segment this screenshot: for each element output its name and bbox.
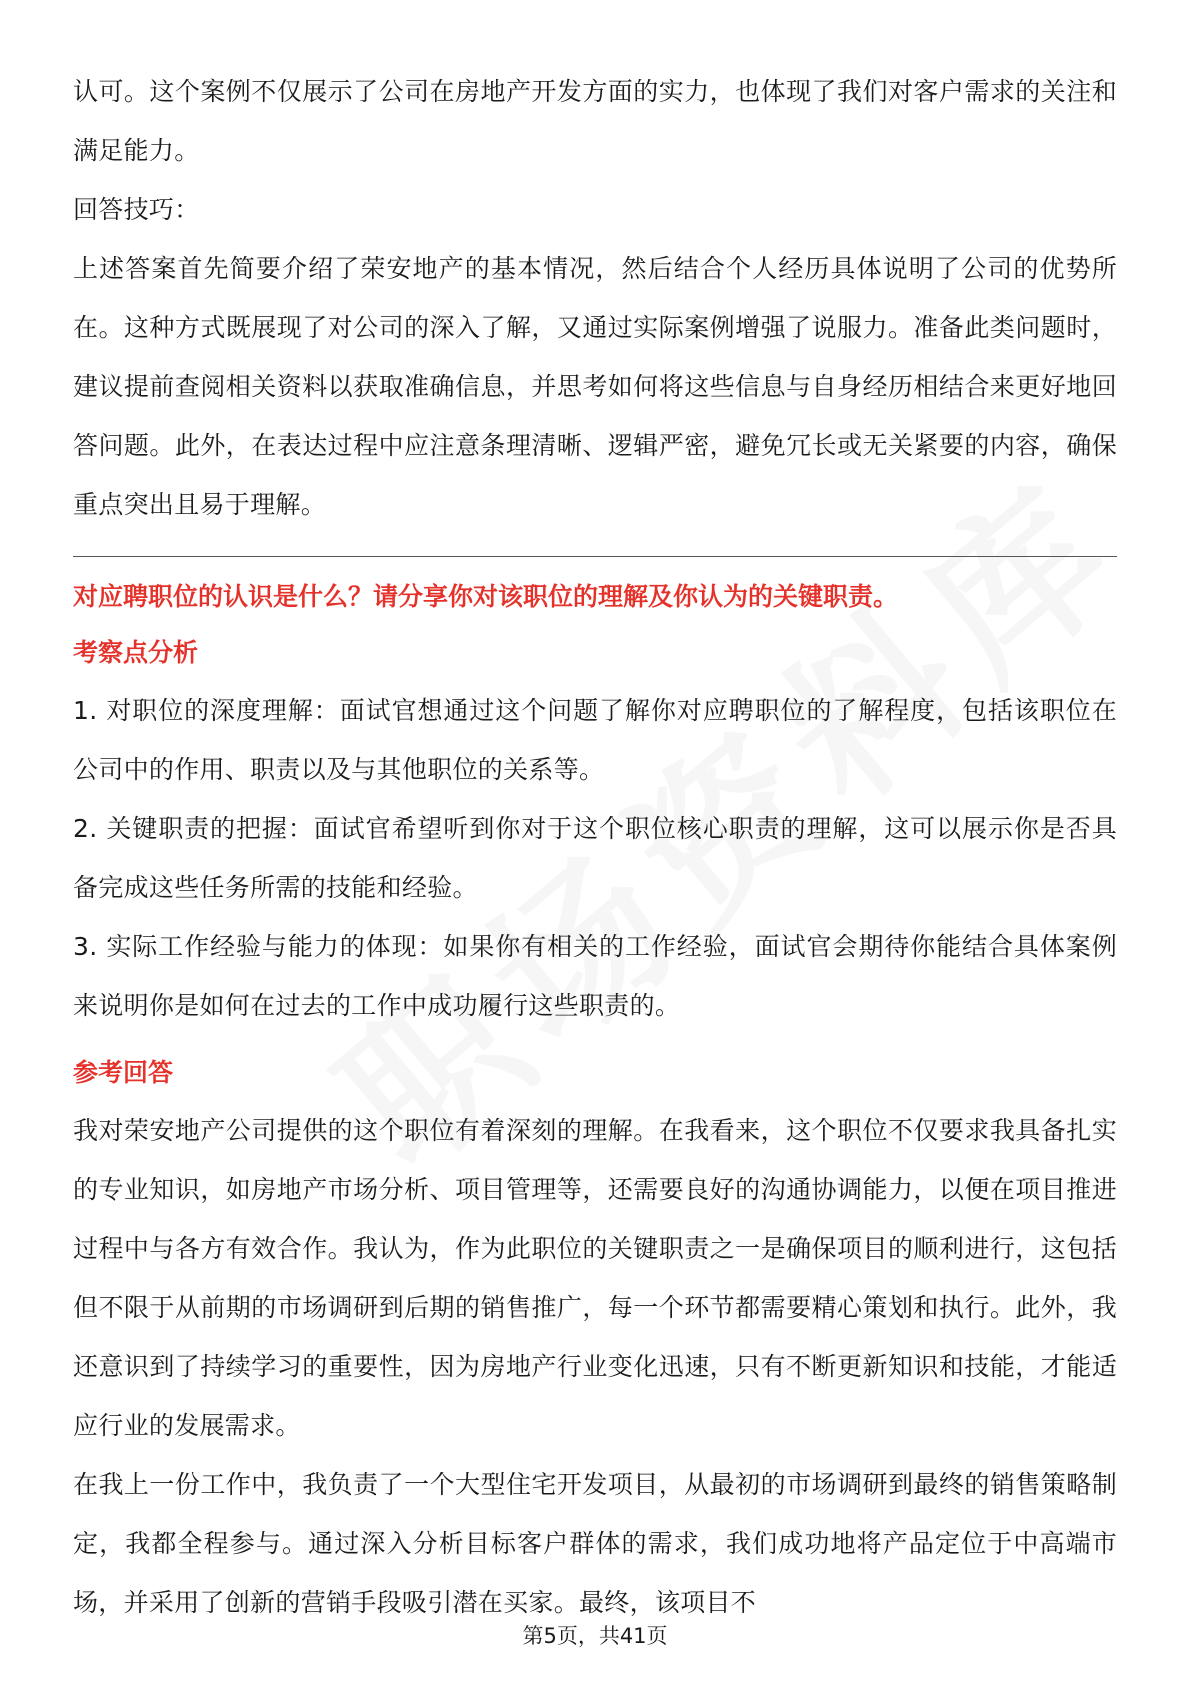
analysis-item: 3. 实际工作经验与能力的体现：如果你有相关的工作经验，面试官会期待你能结合具体案例来说明你是如何在过去的工作中成功履行这些职责的。 <box>73 932 1117 1020</box>
reference-paragraph: 我对荣安地产公司提供的这个职位有着深刻的理解。在我看来，这个职位不仅要求我具备扎实的专业知识，如房地产市场分析、项目管理等，还需要良好的沟通协调能力，以便在项目推进过程中与各方有效合作。我认为，作为此职位的关键职责之一是确保项目的顺利进行，这包括但不限于从前期的市场调研到后期的销售推广，每一个环节都需要精心策划和执行。此外，我还意识到了持续学习的重要性，因为房地产行业变化迅速，只有不断更新知识和技能，才能适应行业的发展需求。 <box>73 1116 1117 1440</box>
analysis-item: 1. 对职位的深度理解：面试官想通过这个问题了解你对应聘职位的了解程度，包括该职位在公司中的作用、职责以及与其他职位的关系等。 <box>73 696 1117 784</box>
reference-paragraph: 在我上一份工作中，我负责了一个大型住宅开发项目，从最初的市场调研到最终的销售策略制定，我都全程参与。通过深入分析目标客户群体的需求，我们成功地将产品定位于中高端市场，并采用了创新的营销手段吸引潜在买家。最终，该项目不 <box>73 1470 1117 1617</box>
question-title: 对应聘职位的认识是什么？请分享你对该职位的理解及你认为的关键职责。 <box>73 582 899 611</box>
reference-heading: 参考回答 <box>73 1058 174 1087</box>
intro-paragraph: 认可。这个案例不仅展示了公司在房地产开发方面的实力，也体现了我们对客户需求的关注和满足能力。 <box>73 77 1117 165</box>
answer-tips-label: 回答技巧： <box>73 195 200 224</box>
analysis-item: 2. 关键职责的把握：面试官希望听到你对于这个职位核心职责的理解，这可以展示你是否具备完成这些任务所需的技能和经验。 <box>73 814 1117 902</box>
page-number-footer: 第5页，共41页 <box>522 1624 668 1648</box>
document-page <box>73 62 1117 1632</box>
section-divider <box>73 556 1117 557</box>
analysis-heading: 考察点分析 <box>73 638 199 667</box>
answer-tips-text: 上述答案首先简要介绍了荣安地产的基本情况，然后结合个人经历具体说明了公司的优势所在。这种方式既展现了对公司的深入了解，又通过实际案例增强了说服力。准备此类问题时，建议提前查阅相关资料以获取准确信息，并思考如何将这些信息与自身经历相结合来更好地回答问题。此外，在表达过程中应注意条理清晰、逻辑严密，避免冗长或无关紧要的内容，确保重点突出且易于理解。 <box>73 254 1117 519</box>
